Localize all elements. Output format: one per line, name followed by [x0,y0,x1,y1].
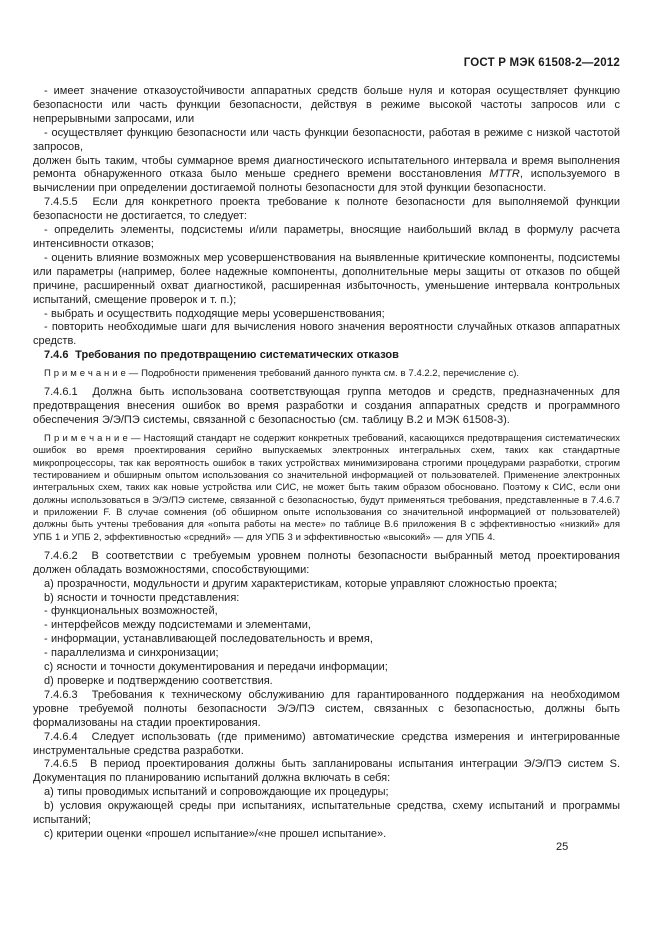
paragraph [33,661,620,675]
text-run: 7.4.5.5 Если для конкретного проекта требование к полноте безопасности для выполняемой функции безопасности не достигается, то следует: [33,196,620,223]
page-number: 25 [556,841,569,853]
paragraph [33,689,620,731]
text-run: П р и м е ч а н и е — Настоящий стандарт не содержит конкретных требований, касающихся предотвращения систематических ошибок во время проектирования серийно выпускаемых электронных интегральных схем, таких как стандартные микропроцессоры, так как вероятность ошибок в таких устройствах минимизирована строгими процедурами разработки, строгим тестированием и обширным опытом использования со значительной информацией от пользователей. Применение электронных интегральных схем, таких как новые устройства или СИС, не может быть таким образом обосновано. Поэтому к СИС, если они должны использоваться в Э/Э/ПЭ системе, связанной с безопасностью, будут применяться требования, представленные в 7.4.6.7 и приложении F. В случае сомнения (об обширном опыте использования со значительной информацией от пользователей) должны быть учтены требования для «опыта работы на месте» по таблице В.6 приложения В с эффективностью «низкий» для УПБ 1 и УПБ 2, эффективностью «средний» — для УПБ 3 и эффективностью «высокий» — для УПБ 4. [33,433,620,543]
paragraph [33,196,620,224]
text-run: 7.4.6.1 Должна быть использована соответствующая группа методов и средств, предназначенных для предотвращения внесения ошибок во время разработки и создания аппаратных средств и программного обеспечения Э/Э/ПЭ системы, связанной с безопасностью (см. таблицу В.2 и МЭК 61508-3). [33,386,620,427]
text-run: - функциональных возможностей, [44,605,218,618]
paragraph [33,675,620,689]
paragraph [33,155,620,197]
running-header: ГОСТ Р МЭК 61508-2—2012 [463,57,620,69]
text-run: должен быть таким, чтобы суммарное время диагностического испытательного интервала и время выполнения ремонта обнаруженного отказа было меньше среднего времени восстановления [33,154,620,181]
paragraph [33,786,620,800]
text-run: , используемого в вычислении при определении достигаемой полноты безопасности для этой функции безопасности. [33,168,620,195]
text-run: - информации, устанавливающей последовательность и время, [44,633,373,646]
paragraph [33,85,620,127]
text-run: 7.4.6 Требования по предотвращению систематических отказов [44,349,399,362]
paragraph [33,127,620,155]
text-run: - определить элементы, подсистемы и/или параметры, вносящие наибольший вклад в формулу расчета интенсивности отказов; [33,224,620,250]
text-run: - параллелизма и синхронизации; [44,647,219,660]
paragraph [33,386,620,428]
paragraph [33,550,620,578]
paragraph [33,828,620,842]
section-heading [33,349,620,363]
paragraph [33,731,620,759]
text-run: - имеет значение отказоустойчивости аппаратных средств больше нуля и которая осуществляет функцию безопасности или часть функции безопасности, действуя в режиме высокой частоты запросов или с непрерывными запросами, или [33,85,620,125]
paragraph [33,578,620,592]
text-run: - выбрать и осуществить подходящие меры усовершенствования; [44,307,385,320]
paragraph [33,758,620,786]
italic-text-run: MTTR [489,168,520,181]
document-body [33,85,620,842]
text-run: b) ясности и точности представления: [44,591,240,604]
paragraph [33,308,620,322]
paragraph [33,224,620,252]
paragraph [33,592,620,606]
paragraph [33,633,620,647]
paragraph [33,647,620,661]
text-run: b) условия окружающей среды при испытаниях, испытательные средства, схему испытаний и программы испытаний; [33,800,620,827]
paragraph [33,800,620,828]
text-run: 7.4.6.5 В период проектирования должны быть запланированы испытания интеграции Э/Э/ПЭ систем S. Документация по планированию испытаний должна включать в себя: [33,758,620,785]
text-run: 7.4.6.3 Требования к техническому обслуживанию для гарантированного поддержания на необходимом уровне требуемой полноты безопасности Э/Э/ПЭ систем, связанных с безопасностью, должны быть формализованы на стадии проектирования. [33,688,620,729]
paragraph [33,605,620,619]
text-run: - оценить влияние возможных мер усовершенствования на выявленные критические компоненты, подсистемы или параметры (например, более надежные компоненты, дополнительные меры защиты от отказов по общей причине, расширенный охват диагностикой, расширенная избыточность, уменьшение интервала контрольных испытаний, смещение проверок и т. п.); [33,251,620,306]
text-run: 7.4.6.2 В соответствии с требуемым уровнем полноты безопасности выбранный метод проектирования должен обладать возможностями, способствующими: [33,549,620,576]
note-paragraph [33,368,620,380]
text-run: c) ясности и точности документирования и передачи информации; [44,661,388,674]
paragraph [33,252,620,308]
text-run: 7.4.6.4 Следует использовать (где применимо) автоматические средства измерения и интегрированные инструментальные средства разработки. [33,730,620,757]
text-run: - повторить необходимые шаги для вычисления нового значения вероятности случайных отказов аппаратных средств. [33,321,620,348]
text-run: - осуществляет функцию безопасности или часть функции безопасности, работая в режиме с низкой частотой запросов, [33,126,620,153]
text-run: d) проверке и подтверждению соответствия. [44,674,273,687]
paragraph [33,321,620,349]
paragraph [33,619,620,633]
text-run: - интерфейсов между подсистемами и элементами, [44,619,311,632]
text-run: a) прозрачности, модульности и другим характеристикам, которые управляют сложностью проекта; [44,577,558,590]
text-run: c) критерии оценки «прошел испытание»/«не прошел испытание». [44,827,387,840]
note-paragraph [33,433,620,544]
text-run: П р и м е ч а н и е — Подробности применения требований данного пункта см. в 7.4.2.2, перечисление с). [44,368,520,380]
text-run: a) типы проводимых испытаний и сопровождающие их процедуры; [44,786,389,799]
